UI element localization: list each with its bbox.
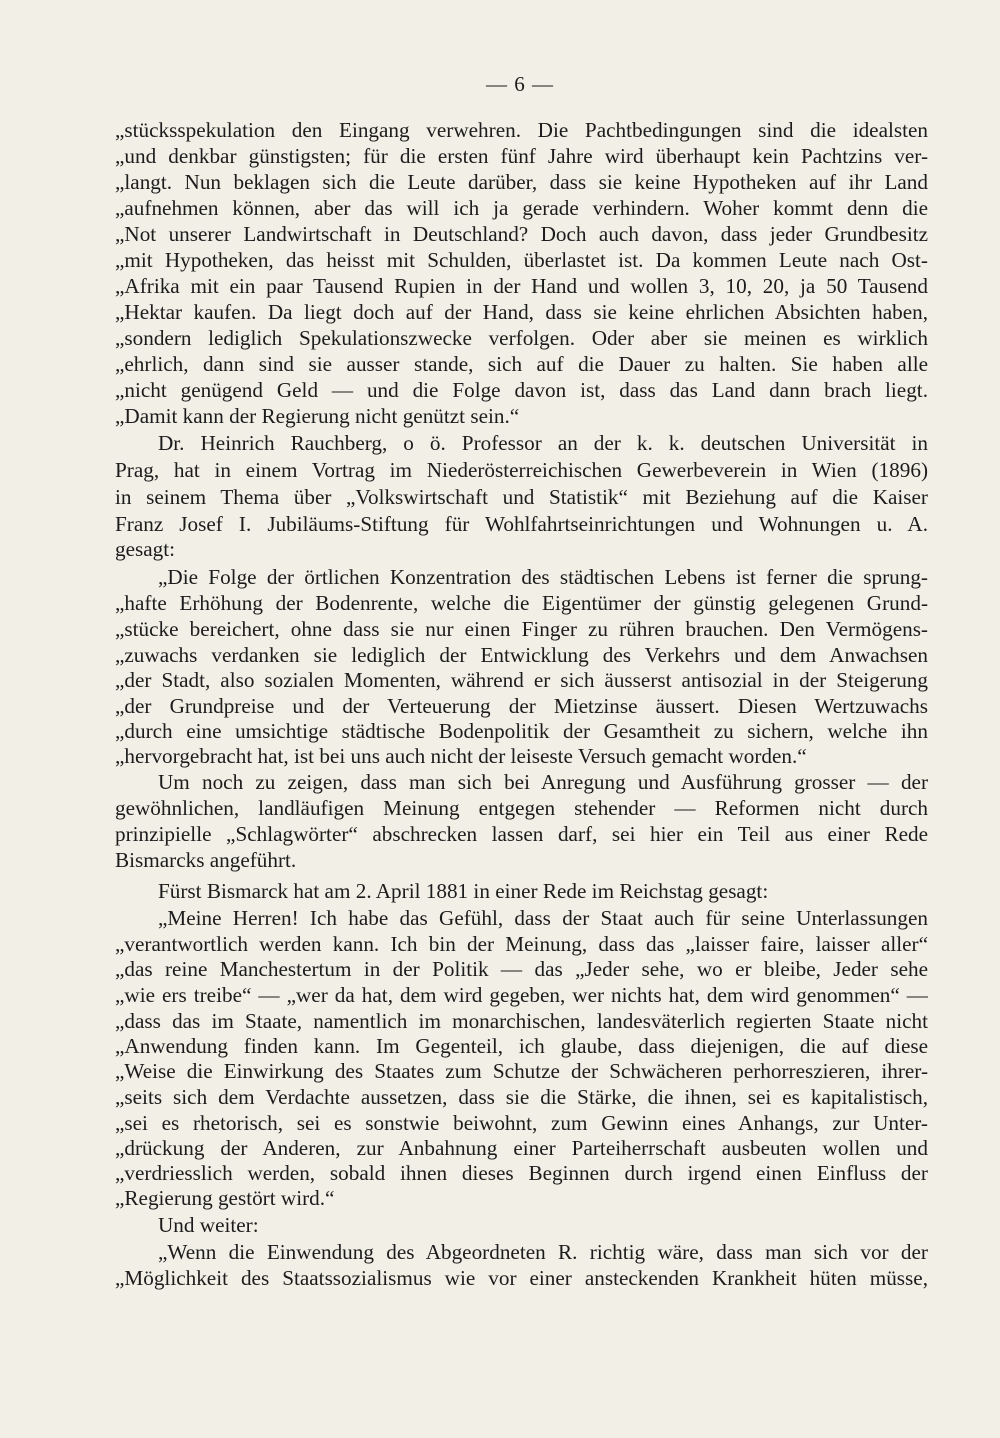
text-line: „Meine Herren! Ich habe das Gefühl, dass der Staat auch für seine Unterlassungen [158,906,928,930]
text-line: „und denkbar günstigsten; für die ersten fünf Jahre wird überhaupt kein Pachtzins ver- [115,144,928,168]
text-line: „Möglichkeit des Staatssozialismus wie vor einer ansteckenden Krankheit hüten müsse, [115,1266,928,1290]
text-line: „Weise die Einwirkung des Staates zum Schutze der Schwächeren perhorreszieren, ihrer- [115,1059,928,1083]
text-line: „ehrlich, dann sind sie ausser stande, sich auf die Dauer zu halten. Sie haben alle [115,352,928,376]
text-line: „Hektar kaufen. Da liegt doch auf der Hand, dass sie keine ehrlichen Absichten haben, [115,300,928,324]
text-line: Um noch zu zeigen, dass man sich bei Anregung und Ausführung grosser — der [158,770,928,794]
text-line: „dass das im Staate, namentlich im monarchischen, landesväterlich regierten Staate nicht [115,1009,928,1033]
text-line: „drückung der Anderen, zur Anbahnung einer Parteiherrschaft ausbeuten wollen und [115,1136,928,1160]
text-line: „seits sich dem Verdachte aussetzen, dass sie die Stärke, die ihnen, sei es kapitalistisch, [115,1085,928,1109]
text-line: gesagt: [115,537,176,561]
text-line: gewöhnlichen, landläufigen Meinung entgegen stehender — Reformen nicht durch [115,796,928,820]
text-line: „verantwortlich werden kann. Ich bin der Meinung, dass das „laisser faire, laisser aller“ [115,932,928,956]
text-line: Und weiter: [158,1213,259,1237]
text-line: „der Stadt, also sozialen Momenten, während er sich äusserst antisozial in der Steigerung [115,668,928,692]
text-line: „sondern lediglich Spekulationszwecke verfolgen. Oder aber sie meinen es wirklich [115,326,928,350]
text-line: „stücke bereichert, ohne dass sie nur einen Finger zu rühren brauchen. Den Vermögens- [115,617,928,641]
text-line: „verdriesslich werden, sobald ihnen dieses Beginnen durch irgend einen Einfluss der [115,1161,928,1185]
text-line: „das reine Manchestertum in der Politik — das „Jeder sehe, wo er bleibe, Jeder sehe [115,957,928,981]
text-line: „Die Folge der örtlichen Konzentration des städtischen Lebens ist ferner die sprung- [158,565,928,589]
text-line: „hervorgebracht hat, ist bei uns auch nicht der leiseste Versuch gemacht worden.“ [115,744,807,768]
text-line: „Not unserer Landwirtschaft in Deutschland? Doch auch davon, dass jeder Grundbesitz [115,222,928,246]
text-line: „sei es rhetorisch, sei es sonstwie beiwohnt, zum Gewinn eines Anhangs, zur Unter- [115,1111,928,1135]
text-line: „der Grundpreise und der Verteuerung der Mietzinse äussert. Diesen Wertzuwachs [115,694,928,718]
text-line: Prag, hat in einem Vortrag im Niederösterreichischen Gewerbeverein in Wien (1896) [115,458,928,482]
page-number: — 6 — [486,72,554,96]
text-line: „nicht genügend Geld — und die Folge davon ist, dass das Land dann brach liegt. [115,378,928,402]
text-line: Dr. Heinrich Rauchberg, o ö. Professor an der k. k. deutschen Universität in [158,431,928,455]
text-line: Franz Josef I. Jubiläums-Stiftung für Wohlfahrtseinrichtungen und Wohnungen u. A. [115,512,928,536]
text-line: prinzipielle „Schlagwörter“ abschrecken lassen darf, sei hier ein Teil aus einer Rede [115,822,928,846]
text-line: „mit Hypotheken, das heisst mit Schulden, überlastet ist. Da kommen Leute nach Ost- [115,248,928,272]
text-line: „Afrika mit ein paar Tausend Rupien in der Hand und wollen 3, 10, 20, ja 50 Tausend [115,274,928,298]
text-line: „langt. Nun beklagen sich die Leute darüber, dass sie keine Hypotheken auf ihr Land [115,170,928,194]
text-line: „hafte Erhöhung der Bodenrente, welche die Eigentümer der günstig gelegenen Grund- [115,591,928,615]
text-line: Fürst Bismarck hat am 2. April 1881 in einer Rede im Reichstag gesagt: [158,879,769,903]
text-line: „stücksspekulation den Eingang verwehren. Die Pachtbedingungen sind die idealsten [115,118,928,142]
text-line: „Damit kann der Regierung nicht genützt sein.“ [115,404,520,428]
text-line: „zuwachs verdanken sie lediglich der Entwicklung des Verkehrs und dem Anwachsen [115,643,928,667]
text-line: „Wenn die Einwendung des Abgeordneten R. richtig wäre, dass man sich vor der [158,1240,928,1264]
text-line: „Anwendung finden kann. Im Gegenteil, ich glaube, dass diejenigen, die auf diese [115,1034,928,1058]
text-line: „aufnehmen können, aber das will ich ja gerade verhindern. Woher kommt denn die [115,196,928,220]
text-line: „wie ers treibe“ — „wer da hat, dem wird gegeben, wer nichts hat, dem wird genommen“ — [115,983,928,1007]
text-line: „Regierung gestört wird.“ [115,1186,335,1210]
text-line: „durch eine umsichtige städtische Bodenpolitik der Gesamtheit zu sichern, welche ihn [115,719,928,743]
text-line: Bismarcks angeführt. [115,848,297,872]
text-line: in seinem Thema über „Volkswirtschaft und Statistik“ mit Beziehung auf die Kaiser [115,485,928,509]
